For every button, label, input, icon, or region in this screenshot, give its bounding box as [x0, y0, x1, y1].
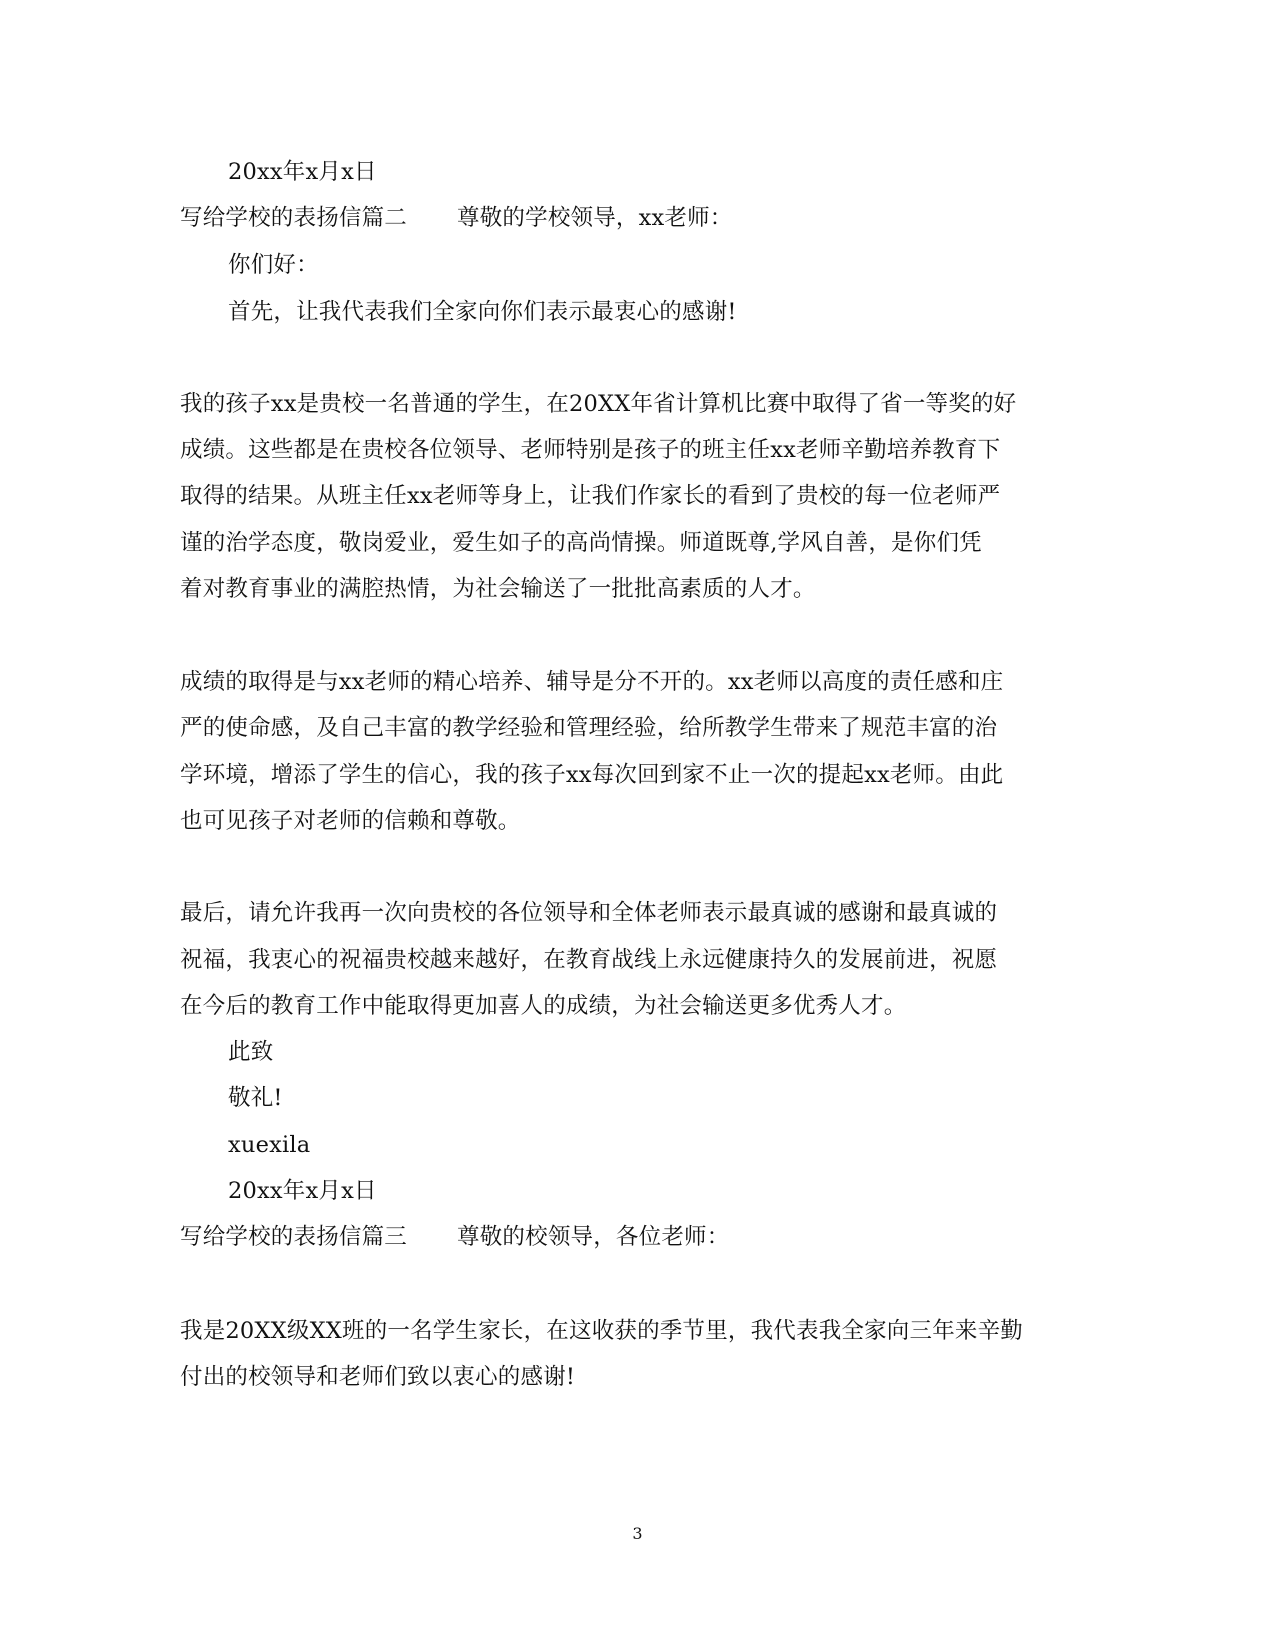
- page-number: 3: [632, 1524, 643, 1543]
- section-three-header: [180, 1222, 729, 1252]
- date-line: 20xx年x月x日: [228, 1178, 377, 1204]
- greeting: 你们好：: [228, 252, 319, 278]
- paragraph-line: 付出的校领导和老师们致以衷心的感谢!: [180, 1364, 576, 1390]
- paragraph-line: 谨的治学态度，敬岗爱业，爱生如子的高尚情操。师道既尊,学风自善，是你们凭: [180, 530, 982, 556]
- paragraph-line: 我是20XX级XX班的一名学生家长，在这收获的季节里，我代表我全家向三年来辛勤: [180, 1318, 1024, 1344]
- opening-line: 首先，让我代表我们全家向你们表示最衷心的感谢!: [228, 299, 737, 325]
- section-heading: 写给学校的表扬信篇二: [180, 205, 408, 231]
- paragraph-line: 祝福，我衷心的祝福贵校越来越好，在教育战线上永远健康持久的发展前进，祝愿: [180, 947, 998, 973]
- paragraph-line: 我的孩子xx是贵校一名普通的学生，在20XX年省计算机比赛中取得了省一等奖的好: [180, 391, 1017, 417]
- section-heading: 写给学校的表扬信篇三: [180, 1224, 408, 1250]
- paragraph-line: 取得的结果。从班主任xx老师等身上，让我们作家长的看到了贵校的每一位老师严: [180, 483, 1001, 509]
- closing-line: 此致: [228, 1039, 274, 1065]
- salutation: 尊敬的学校领导，xx老师：: [457, 205, 733, 231]
- signature: xuexila: [228, 1132, 311, 1158]
- salutation: 尊敬的校领导，各位老师：: [457, 1224, 730, 1250]
- paragraph-line: 着对教育事业的满腔热情，为社会输送了一批批高素质的人才。: [180, 576, 816, 602]
- paragraph-line: 在今后的教育工作中能取得更加喜人的成绩，为社会输送更多优秀人才。: [180, 993, 907, 1019]
- paragraph-line: 最后，请允许我再一次向贵校的各位领导和全体老师表示最真诚的感谢和最真诚的: [180, 900, 998, 926]
- paragraph-line: 严的使命感，及自己丰富的教学经验和管理经验，给所教学生带来了规范丰富的治: [180, 715, 998, 741]
- paragraph-line: 也可见孩子对老师的信赖和尊敬。: [180, 808, 521, 834]
- date-line: 20xx年x月x日: [228, 159, 377, 185]
- paragraph-line: 成绩的取得是与xx老师的精心培养、辅导是分不开的。xx老师以高度的责任感和庄: [180, 669, 1004, 695]
- paragraph-line: 成绩。这些都是在贵校各位领导、老师特别是孩子的班主任xx老师辛勤培养教育下: [180, 437, 1001, 463]
- paragraph-line: 学环境，增添了学生的信心，我的孩子xx每次回到家不止一次的提起xx老师。由此: [180, 762, 1004, 788]
- closing-line: 敬礼!: [228, 1085, 283, 1111]
- section-two-header: [180, 203, 733, 233]
